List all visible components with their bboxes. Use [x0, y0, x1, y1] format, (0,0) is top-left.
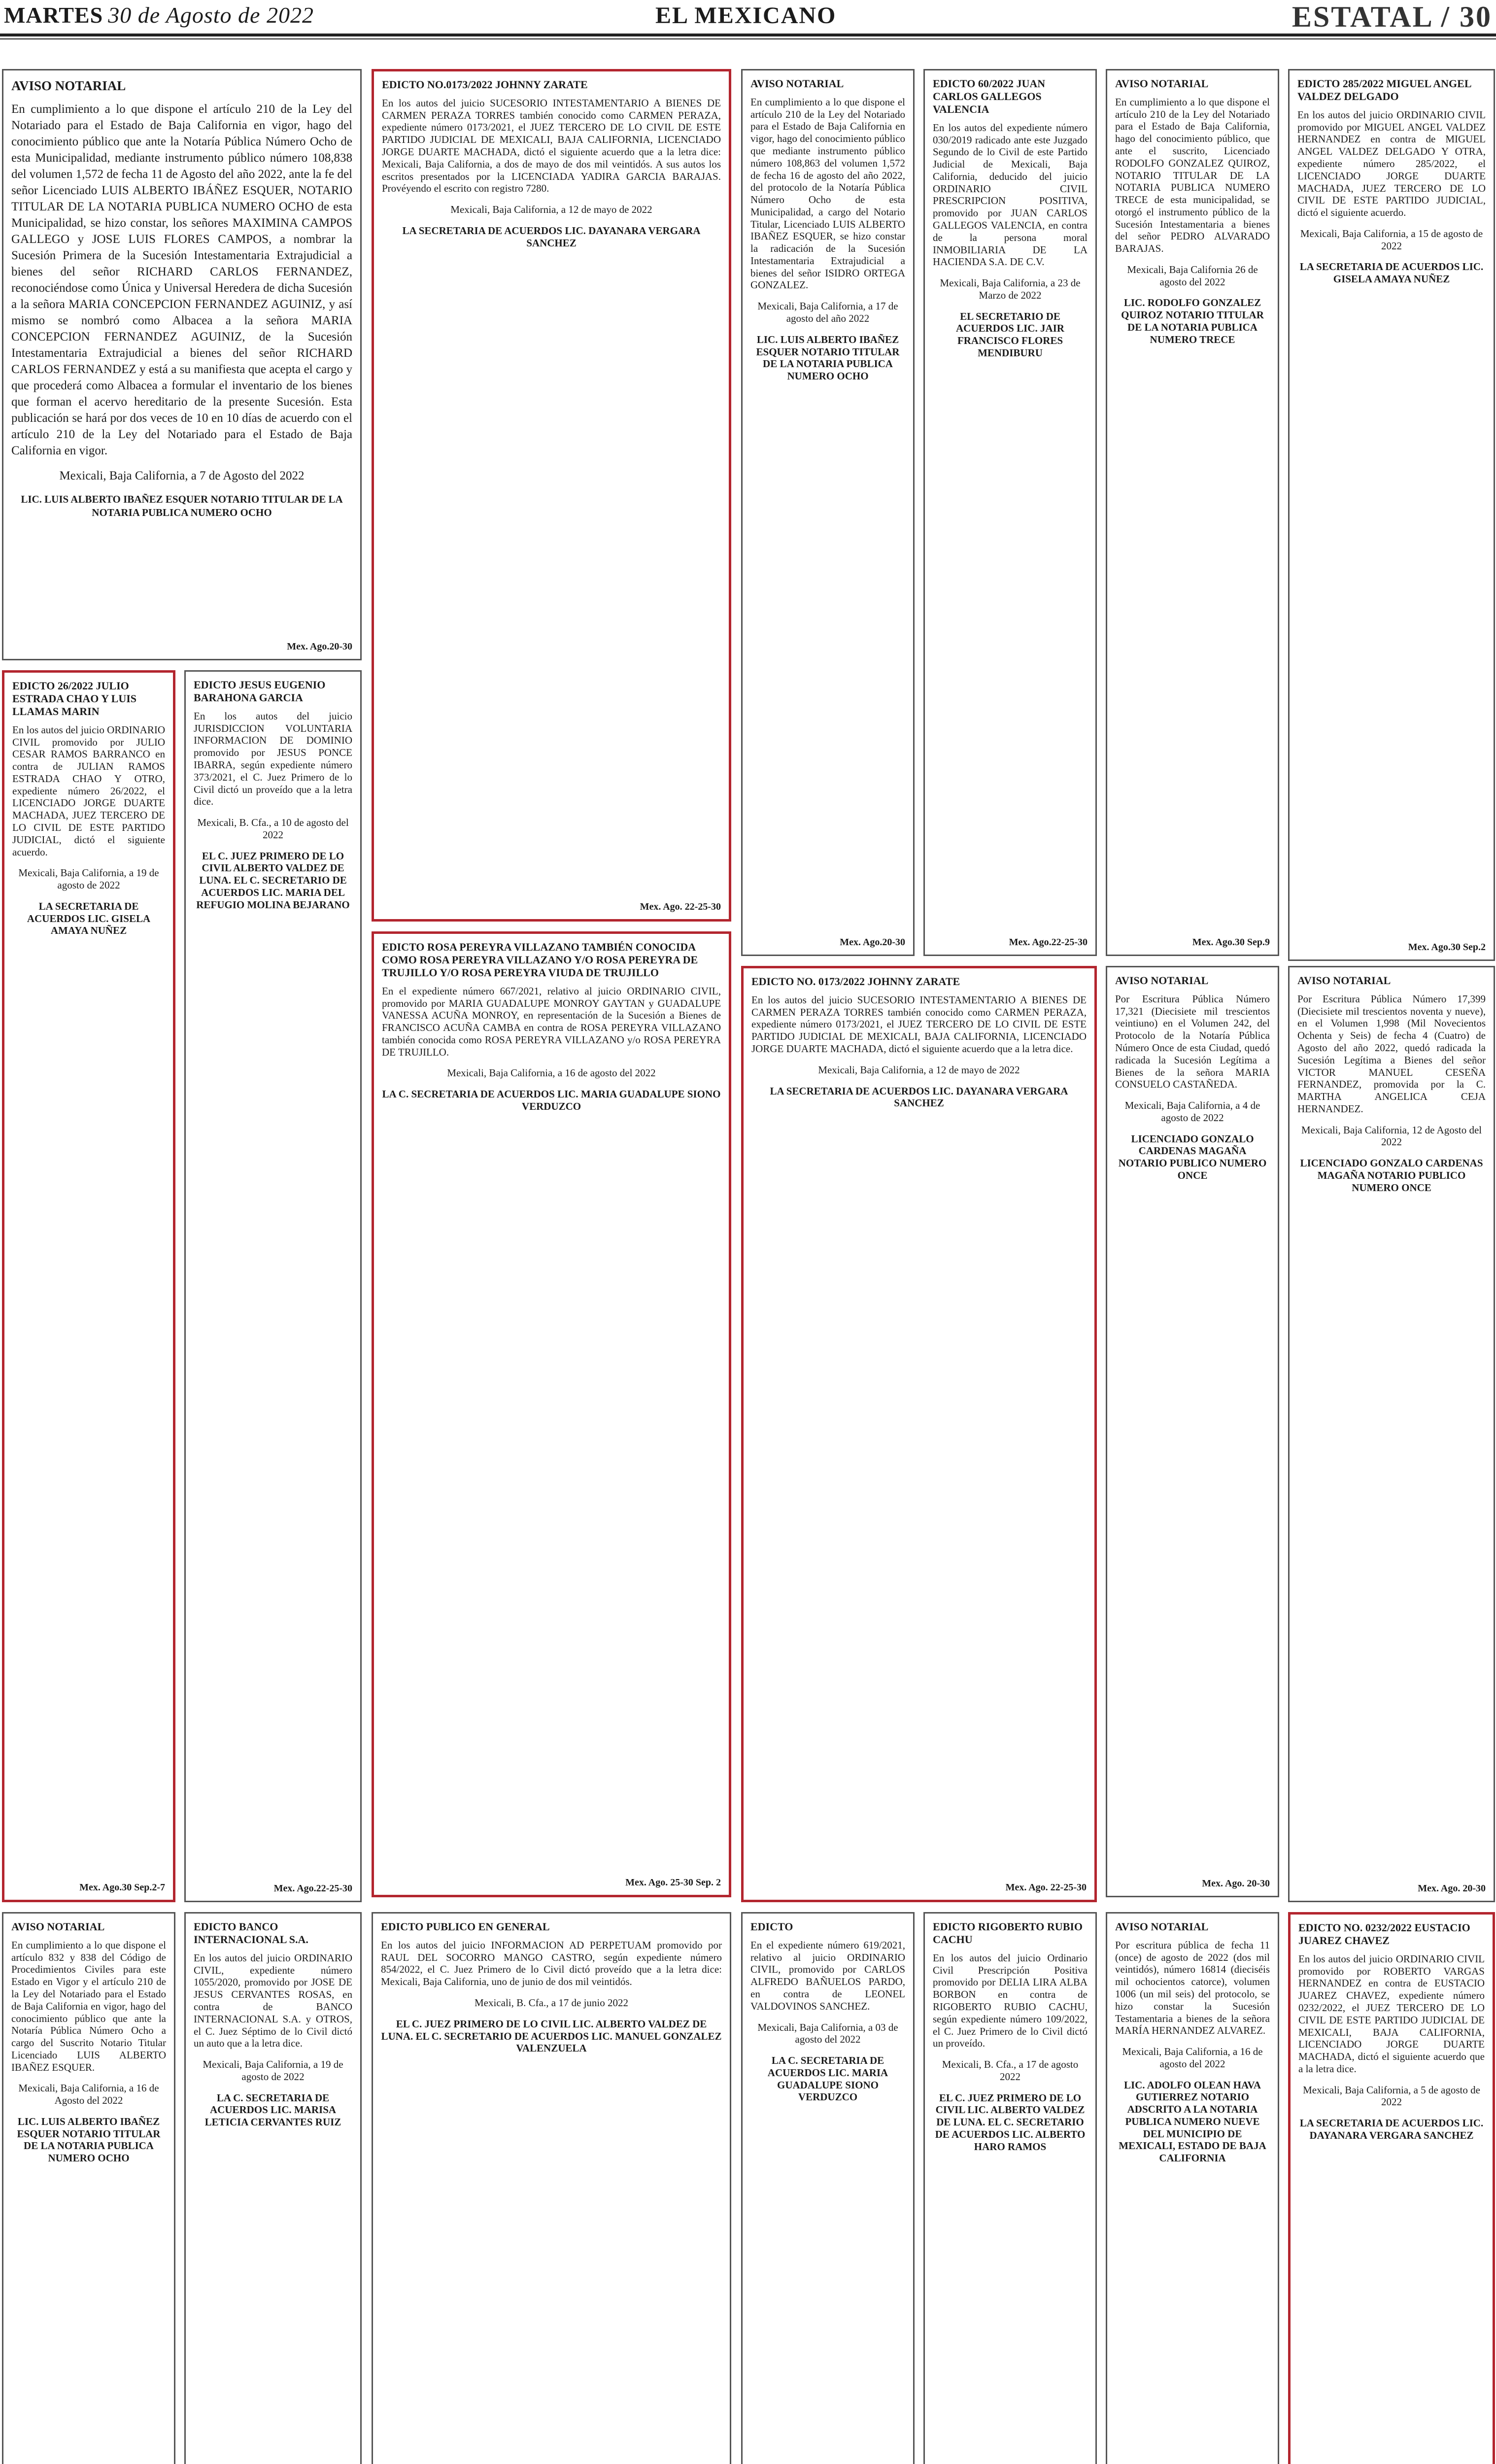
- notice-content: [751, 975, 1087, 1893]
- notice-reference: Mex. Ago.20-30: [840, 937, 905, 948]
- notice-content: [933, 77, 1088, 948]
- notice-title: AVISO NOTARIAL: [11, 78, 126, 93]
- notice-aviso-notarial-4: [1106, 966, 1279, 1897]
- notice-place: Mexicali, Baja California, a 16 de agosto del 2022: [1122, 2046, 1263, 2070]
- notice-place: Mexicali, B. Cfa., a 10 de agosto del 2022: [197, 817, 349, 841]
- notice-title: EDICTO NO.0173/2022 JOHNNY ZARATE: [382, 78, 588, 91]
- notice-body: En los autos del juicio SUCESORIO INTESTAMENTARIO A BIENES DE CARMEN PERAZA TORRES también conocido como CARMEN PERAZA, expediente número 0173/2021, el JUEZ TERCERO DE LO CIVIL DE ESTE PARTIDO JUDICIAL DE MEXICALI, BAJA CALIFORNIA, LICENCIADO JORGE DUARTE MACHADA, dictó el siguiente acuerdo que a la letra dice.: [751, 993, 1087, 1055]
- notice-content: [1298, 1921, 1485, 2142]
- notice-body: En cumplimiento a lo que dispone el artículo 210 de la Ley del Notariado para el Estado de Baja California en vigor, hago del conocimiento público que mediante instrumento público número 108,863 del volumen 1,572 de fecha 16 de agosto del año 2022, del protocolo de la Notaría Pública Número Ocho de esta Municipalidad, a cargo del Notario Titular, Licenciado LUIS ALBERTO IBAÑEZ ESQUER, se hizo constar la radicación de la Sucesión Intestamentaria Extrajudicial a bienes del señor ISIDRO ORTEGA GONZALEZ.: [750, 96, 905, 291]
- notice-body: Por Escritura Pública Número 17,399 (Diecisiete mil trescientos noventa y nueve), en el Volumen 1,998 (Mil Novecientos Ochenta y Seis) de fecha 4 (Cuatro) de Agosto del año 2022, quedó radicada la Sucesión Legítima a Bienes del señor VICTOR MANUEL CESEÑA FERNANDEZ, promovida por la C. MARTHA ANGELICA CEJA HERNANDEZ.: [1297, 992, 1486, 1115]
- notice-content: [12, 680, 165, 1893]
- notice-body: En los autos del expediente número 030/2019 radicado ante este Juzgado Segundo de lo Civil de este Partido Judicial de Mexicali, Baja California, deducido del juicio ORDINARIO CIVIL PRESCRIPCION POSITIVA, promovido por JUAN CARLOS GALLEGOS VALENCIA, en contra de la persona moral INMOBILIARIA DE LA HACIENDA S.A. DE C.V.: [933, 121, 1088, 268]
- notice-title: EDICTO 26/2022 JULIO ESTRADA CHAO Y LUIS LLAMAS MARIN: [12, 680, 137, 718]
- notice-signer: LA SECRETARIA DE ACUERDOS LIC. GISELA AMAYA NUÑEZ: [1299, 261, 1484, 285]
- notice-edicto-valdez: [1288, 69, 1495, 961]
- newspaper-name: EL MEXICANO: [655, 2, 837, 29]
- notice-body: Por escritura pública de fecha 11 (once) de agosto de 2022 (dos mil veintidós), número 16814 (dieciséis mil ochocientos catorce), volumen 1006 (un mil seis) del protocolo, se hizo constar la Sucesión Testamentaria a bienes de la señora MARÍA HERNANDEZ ALVAREZ.: [1115, 1939, 1270, 2037]
- masthead: [0, 0, 1496, 32]
- notice-aviso-notarial-2: [741, 69, 915, 956]
- notice-signer: LIC. RODOLFO GONZALEZ QUIROZ NOTARIO TITULAR DE LA NOTARIA PUBLICA NUMERO TRECE: [1121, 297, 1264, 345]
- notice-place: Mexicali, Baja California, a 5 de agosto de 2022: [1303, 2084, 1480, 2108]
- notice-reference: Mex. Ago. 22-25-30: [640, 901, 721, 913]
- notice-edicto-gallegos: [923, 69, 1097, 956]
- notice-body: En los autos del juicio SUCESORIO INTESTAMENTARIO A BIENES DE CARMEN PERAZA TORRES también conocido como CARMEN PERAZA, expediente número 0173/2021, el JUEZ TERCERO DE LO CIVIL DE ESTE PARTIDO JUDICIAL DE MEXICALI, BAJA CALIFORNIA, LICENCIADO JORGE DUARTE MACHADA, dictó el siguiente acuerdo que a la letra dice: Mexicali, Baja California, a dos de mayo de dos mil veintidós. A sus autos los escritos presentados por la LICENCIADA YADIRA GARCIA BARAJAS. Provéyendo el escrito con registro 7280.: [382, 97, 721, 195]
- notice-body: En cumplimiento a lo que dispone el artículo 832 y 838 del Código de Procedimientos Civiles para este Estado en Vigor y el artículo 210 de la Ley del Notariado para el Estado de Baja California en vigor, hago del conocimiento público que ante la Notaría Pública Número Ocho a cargo del Suscrito Notario Titular Licenciado LUIS ALBERTO IBAÑEZ ESQUER.: [11, 1939, 166, 2073]
- notice-title: AVISO NOTARIAL: [11, 1920, 105, 1933]
- notice-title: EDICTO ROSA PEREYRA VILLAZANO TAMBIÉN CONOCIDA COMO ROSA PEREYRA VILLAZANO Y/O ROSA PEREYRA DE TRUJILLO Y/O ROSA PEREYRA VIUDA DE TRUJILLO: [382, 941, 698, 979]
- notice-content: [1115, 1920, 1270, 2164]
- notice-signer: LA SECRETARIA DE ACUERDOS LIC. DAYANARA VERGARA SANCHEZ: [770, 1085, 1068, 1109]
- notice-place: Mexicali, Baja California, a 19 de agosto de 2022: [203, 2058, 343, 2083]
- notice-signer: LIC. LUIS ALBERTO IBAÑEZ ESQUER NOTARIO TITULAR DE LA NOTARIA PUBLICA NUMERO OCHO: [17, 2115, 161, 2164]
- notice-content: [382, 941, 721, 1888]
- notice-place: Mexicali, Baja California, 12 de Agosto del 2022: [1301, 1124, 1482, 1148]
- notice-title: AVISO NOTARIAL: [750, 77, 844, 90]
- notice-title: AVISO NOTARIAL: [1297, 974, 1391, 987]
- notice-signer: LA SECRETARIA DE ACUERDOS LIC. DAYANARA VERGARA SANCHEZ: [1299, 2117, 1484, 2141]
- notice-title: EDICTO RIGOBERTO RUBIO CACHU: [933, 1920, 1083, 1946]
- notice-title: EDICTO PUBLICO EN GENERAL: [381, 1920, 550, 1933]
- notice-reference: Mex. Ago. 20-30: [1418, 1883, 1486, 1894]
- notice-content: [194, 679, 352, 1894]
- notice-place: Mexicali, Baja California, a 19 de agosto de 2022: [18, 867, 159, 891]
- notice-signer: LA C. SECRETARIA DE ACUERDOS LIC. MARIA GUADALUPE SIONO VERDUZCO: [382, 1088, 721, 1112]
- notice-edicto-aviso-1: [372, 69, 731, 922]
- notice-body: En los autos del juicio Ordinario Civil Prescripción Positiva promovido por DELIA LIRA ALBA BORBON en contra de RIGOBERTO RUBIO CACHU, según expediente número 109/2022, el C. Juez Primero de lo Civil dictó un proveído.: [933, 1951, 1088, 2050]
- notice-signer: LIC. LUIS ALBERTO IBAÑEZ ESQUER NOTARIO TITULAR DE LA NOTARIA PUBLICA NUMERO OCHO: [756, 333, 900, 382]
- notice-edicto-barahona: [184, 670, 362, 1902]
- notice-reference: Mex. Ago.30 Sep.2-7: [79, 1882, 165, 1893]
- notice-place: Mexicali, Baja California, a 7 de Agosto del 2022: [59, 469, 305, 482]
- notice-aviso-notarial-7: [1106, 1912, 1279, 2464]
- notice-place: Mexicali, B. Cfa., a 17 de junio 2022: [474, 1997, 629, 2009]
- notice-signer: LA SECRETARIA DE ACUERDOS LIC. GISELA AMAYA NUÑEZ: [27, 900, 151, 937]
- notice-content: [381, 1920, 722, 2054]
- notice-signer: EL C. JUEZ PRIMERO DE LO CIVIL LIC. ALBERTO VALDEZ DE LUNA. EL C. SECRETARIO DE ACUERDOS LIC. MANUEL GONZALEZ VALENZUELA: [381, 2018, 722, 2054]
- notice-edicto-leonel: [741, 1912, 915, 2464]
- notice-reference: Mex. Ago. 22-25-30: [1005, 1882, 1087, 1893]
- notice-signer: LA C. SECRETARIA DE ACUERDOS LIC. MARIA GUADALUPE SIONO VERDUZCO: [767, 2054, 888, 2103]
- masthead-date: [4, 2, 314, 28]
- notice-title: EDICTO NO. 0173/2022 JOHNNY ZARATE: [751, 975, 960, 988]
- notice-reference: Mex. Ago.30 Sep.2: [1408, 942, 1486, 953]
- section-label: ESTATAL / 30: [1292, 0, 1492, 33]
- notice-aviso-notarial-3: [1106, 69, 1279, 956]
- notice-reference: Mex. Ago.30 Sep.9: [1192, 937, 1270, 948]
- notice-place: Mexicali, Baja California, a 17 de agosto del año 2022: [757, 300, 898, 324]
- notice-content: [1297, 974, 1486, 1894]
- masthead-rule-thin: [0, 38, 1496, 39]
- masthead-rule: [0, 34, 1496, 36]
- notice-reference: Mex. Ago.22-25-30: [1009, 937, 1088, 948]
- notice-edicto-rubio: [923, 1912, 1097, 2464]
- notice-place: Mexicali, Baja California 26 de agosto del 2022: [1127, 263, 1258, 288]
- notice-place: Mexicali, Baja California, a 4 de agosto de 2022: [1124, 1099, 1260, 1124]
- notice-body: En los autos del juicio ORDINARIO CIVIL promovido por ROBERTO VARGAS HERNANDEZ en contra de EUSTACIO JUAREZ CHAVEZ, expediente número 0232/2022, el JUEZ TERCERO DE LO CIVIL DE ESTE PARTIDO JUDICIAL DE MEXICALI, BAJA CALIFORNIA, LICENCIADO JORGE DUARTE MACHADA, dictó el siguiente acuerdo que a la letra dice.: [1298, 1952, 1485, 2075]
- notice-aviso-notarial-1: [2, 69, 362, 660]
- notice-place: Mexicali, Baja California, a 12 de mayo de 2022: [818, 1063, 1020, 1076]
- masthead-date-text: 30 de Agosto de 2022: [108, 2, 314, 28]
- notice-content: [382, 78, 721, 913]
- notice-signer: LIC. LUIS ALBERTO IBAÑEZ ESQUER NOTARIO TITULAR DE LA NOTARIA PUBLICA NUMERO OCHO: [21, 493, 343, 519]
- notice-reference: Mex. Ago. 20-30: [1202, 1878, 1270, 1889]
- notice-edicto-banco: [184, 1912, 362, 2464]
- notice-place: Mexicali, Baja California, a 15 de agosto de 2022: [1300, 227, 1483, 252]
- notice-body: En cumplimiento a lo que dispone el artículo 210 de la Ley del Notariado para el Estado de Baja California en vigor, hago del conocimiento público que ante la Notaría Pública Número Ocho de esta Municipalidad, mediante instrumento público número 108,838 del volumen 1,572 de fecha 11 de Agosto del año 2022, ante la fe del señor Licenciado LUIS ALBERTO IBÁÑEZ ESQUER, NOTARIO TITULAR DE LA NOTARIA PUBLICA NUMERO OCHO de esta Municipalidad, se hizo constar, los señores MAXIMINA CAMPOS GALLEGO y JOSE LUIS FLORES CAMPOS, a nombrar la Sucesión Primera de la Sucesión Intestamentaria Extrajudicial a bienes del señor RICHARD CARLOS FERNANDEZ, reconociéndose como Única y Universal Heredera de dicha Sucesión a la señora MARIA CONCEPCION FERNANDEZ AGUINIZ, y así mismo se nombró como Albacea a la señora MARIA CONCEPCION FERNANDEZ AGUINIZ, de la Sucesión Intestamentaria Extrajudicial a bienes del señor RICHARD CARLOS FERNANDEZ y está a su manifiesta que acepta el cargo y que procederá como Albacea a formular el inventario de los bienes que forman el acervo hereditario de la presente Sucesión. Esta publicación se hará por dos veces de 10 en 10 días de acuerdo con el artículo 210 de la Ley del Notariado para el Estado de Baja California en vigor.: [11, 102, 352, 457]
- notice-reference: Mex. Ago.22-25-30: [273, 1883, 352, 1894]
- notice-signer: LIC. ADOLFO OLEAN HAVA GUTIERREZ NOTARIO ADSCRITO A LA NOTARIA PUBLICA NUMERO NUEVE DEL MUNICIPIO DE MEXICALI, ESTADO DE BAJA CALIFORNIA: [1119, 2079, 1266, 2164]
- notice-title: EDICTO NO. 0232/2022 EUSTACIO JUAREZ CHAVEZ: [1298, 1921, 1470, 1947]
- notice-body: En los autos del juicio ORDINARIO CIVIL, expediente número 1055/2020, promovido por JOSE DE JESUS CERVANTES ROSAS, en contra de BANCO INTERNACIONAL S.A. y OTROS, el C. Juez Séptimo de lo Civil dictó un auto que a la letra dice.: [194, 1951, 352, 2050]
- notice-signer: LA C. SECRETARIA DE ACUERDOS LIC. MARISA LETICIA CERVANTES RUIZ: [204, 2091, 341, 2128]
- notice-signer: EL SECRETARIO DE ACUERDOS LIC. JAIR FRANCISCO FLORES MENDIBURU: [956, 310, 1064, 359]
- notice-edicto-estrada: [2, 670, 175, 1902]
- notice-reference: Mex. Ago.20-30: [287, 641, 352, 652]
- notice-body: En cumplimiento a lo que dispone el artículo 210 de la Ley del Notariado para el Estado de Baja California, hago del conocimiento público, que ante el suscrito, Licenciado RODOLFO GONZALEZ QUIROZ, NOTARIO TITULAR DE LA NOTARIA PUBLICA NUMERO TRECE de esta municipalidad, se otorgó el instrumento público de la Sucesión Intestamentaria a bienes del señor PEDRO ALVARADO BARAJAS.: [1115, 96, 1270, 255]
- notice-place: Mexicali, Baja California, a 12 de mayo de 2022: [450, 204, 652, 216]
- notice-edicto-chavez: [1288, 1912, 1495, 2464]
- notice-content: [1297, 77, 1486, 953]
- notice-title: EDICTO 60/2022 JUAN CARLOS GALLEGOS VALENCIA: [933, 77, 1046, 115]
- notice-signer: LICENCIADO GONZALO CARDENAS MAGAÑA NOTARIO PUBLICO NUMERO ONCE: [1118, 1132, 1267, 1181]
- notice-reference: Mex. Ago. 25-30 Sep. 2: [625, 1877, 721, 1888]
- notice-body: En los autos del juicio ORDINARIO CIVIL promovido por MIGUEL ANGEL VALDEZ HERNANDEZ en contra de MIGUEL ANGEL VALDEZ DELGADO Y OTRA, expediente número 285/2022, el LICENCIADO JORGE DUARTE MACHADA, JUEZ TERCERO DE LO CIVIL DE ESTE PARTIDO JUDICIAL, dictó el siguiente acuerdo.: [1297, 108, 1486, 219]
- notice-title: AVISO NOTARIAL: [1115, 1920, 1209, 1933]
- notice-title: AVISO NOTARIAL: [1115, 77, 1209, 90]
- notice-place: Mexicali, B. Cfa., a 17 de agosto 2022: [942, 2058, 1079, 2083]
- notice-signer: LICENCIADO GONZALO CARDENAS MAGAÑA NOTARIO PUBLICO NUMERO ONCE: [1300, 1157, 1483, 1194]
- notice-content: [11, 77, 352, 652]
- notice-edicto-zarate: [741, 966, 1097, 1902]
- notice-edicto-publico: [372, 1912, 731, 2464]
- notice-edicto-peraza: [372, 931, 731, 1897]
- notice-title: EDICTO BANCO INTERNACIONAL S.A.: [194, 1920, 308, 1946]
- notice-place: Mexicali, Baja California, a 16 de agosto del 2022: [447, 1067, 656, 1079]
- notice-body: En el expediente número 667/2021, relativo al juicio ORDINARIO CIVIL, promovido por MARIA GUADALUPE MONROY GAYTAN y GUADALUPE VANESSA ACUÑA MONROY, en representación de la Sucesión a Bienes de FRANCISCO ACUÑA CAMBA en contra de ROSA PEREYRA VILLAZANO también conocida como ROSA PEREYRA VILLAZANO y/o ROSA PEREYRA DE TRUJILLO.: [382, 985, 721, 1058]
- notice-aviso-notarial-6: [2, 1912, 175, 2464]
- notice-aviso-notarial-5: [1288, 966, 1495, 1902]
- notice-content: [1115, 974, 1270, 1889]
- notice-title: EDICTO 285/2022 MIGUEL ANGEL VALDEZ DELGADO: [1297, 77, 1471, 103]
- notice-place: Mexicali, Baja California, a 16 de Agosto del 2022: [18, 2082, 159, 2107]
- notice-content: [194, 1920, 352, 2128]
- notice-content: [11, 1920, 166, 2164]
- notice-body: En los autos del juicio ORDINARIO CIVIL promovido por JULIO CESAR RAMOS BARRANCO en contra de JULIAN RAMOS ESTRADA CHAO Y OTRO, expediente número 26/2022, el LICENCIADO JORGE DUARTE MACHADA, JUEZ TERCERO DE LO CIVIL DE ESTE PARTIDO JUDICIAL, dictó el siguiente acuerdo.: [12, 723, 165, 858]
- notice-place: Mexicali, Baja California, a 03 de agosto del 2022: [757, 2021, 898, 2046]
- notice-body: Por Escritura Pública Número 17,321 (Diecisiete mil trescientos veintiuno) en el Volumen 242, del Protocolo de la Notaría Pública Número Once de esta Ciudad, quedó radicada la Sucesión Legítima a Bienes de la señora MARIA CONSUELO CASTAÑEDA.: [1115, 992, 1270, 1091]
- notice-content: [933, 1920, 1088, 2153]
- notice-signer: LA SECRETARIA DE ACUERDOS LIC. DAYANARA VERGARA SANCHEZ: [402, 224, 701, 249]
- notice-body: En los autos del juicio JURISDICCION VOLUNTARIA INFORMACION DE DOMINIO promovido por JESUS PONCE IBARRA, según expediente número 373/2021, el C. Juez Primero de lo Civil dictó un proveído que a la letra dice.: [194, 710, 352, 808]
- notice-title: EDICTO: [750, 1920, 793, 1933]
- notice-title: AVISO NOTARIAL: [1115, 974, 1209, 987]
- notice-content: [750, 1920, 905, 2103]
- notice-content: [1115, 77, 1270, 948]
- notice-content: [750, 77, 905, 948]
- masthead-day: MARTES: [4, 2, 103, 28]
- notice-body: En los autos del juicio INFORMACION AD PERPETUAM promovido por RAUL DEL SOCORRO MANGO CASTRO, según expediente número 854/2022, el C. Juez Primero de lo Civil dictó proveído que a la letra dice: Mexicali, Baja California, uno de junio de dos mil veintidós.: [381, 1939, 722, 1988]
- notice-signer: EL C. JUEZ PRIMERO DE LO CIVIL LIC. ALBERTO VALDEZ DE LUNA. EL C. SECRETARIO DE ACUERDOS LIC. ALBERTO HARO RAMOS: [935, 2091, 1086, 2153]
- notice-place: Mexicali, Baja California, a 23 de Marzo de 2022: [940, 277, 1081, 301]
- notice-body: En el expediente número 619/2021, relativo al juicio ORDINARIO CIVIL, promovido por CARLOS ALFREDO BAÑUELOS PARDO, en contra de LEONEL VALDOVINOS SANCHEZ.: [750, 1939, 905, 2012]
- notice-title: EDICTO JESUS EUGENIO BARAHONA GARCIA: [194, 679, 326, 704]
- notice-signer: EL C. JUEZ PRIMERO DE LO CIVIL ALBERTO VALDEZ DE LUNA. EL C. SECRETARIO DE ACUERDOS LIC. MARIA DEL REFUGIO MOLINA BEJARANO: [196, 850, 350, 911]
